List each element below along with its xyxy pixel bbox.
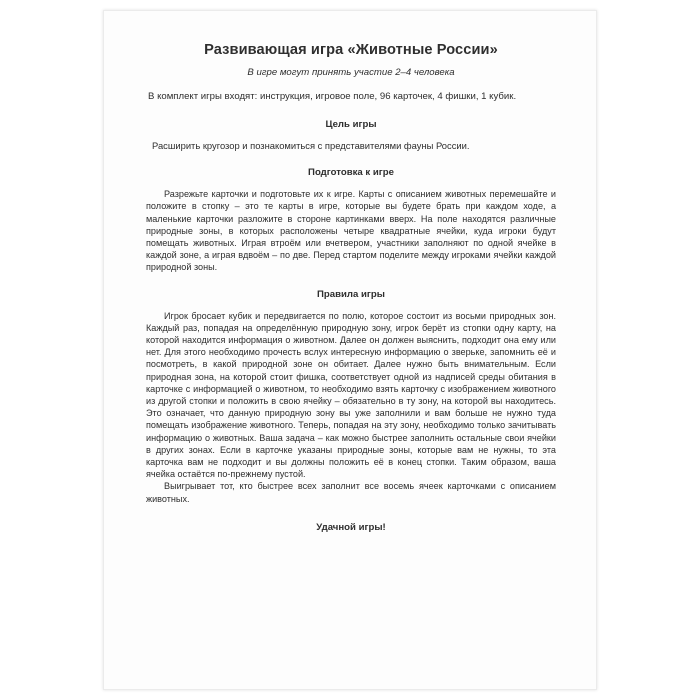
section-paragraph: Выигрывает тот, кто быстрее всех заполнит все восемь ячеек карточками с описанием животных. bbox=[146, 481, 556, 504]
section-paragraph: Расширить кругозор и познакомиться с представителями фауны России. bbox=[152, 140, 470, 151]
kit-contents: В комплект игры входят: инструкция, игровое поле, 96 карточек, 4 фишки, 1 кубик. bbox=[148, 91, 517, 102]
document-subtitle: В игре могут принять участие 2–4 человека bbox=[247, 67, 455, 78]
section-goal bbox=[146, 118, 556, 152]
section-rules bbox=[146, 288, 556, 505]
section-paragraph: Разрежьте карточки и подготовьте их к игре. Карты с описанием животных перемешайте и положите в стопку – это те карты в игре, которые вы будете брать при каждом ходе, а маленькие карточки разложите в стороне картинками вверх. На поле находятся различные природные зоны, в которых расположены четыре квадратные ячейки, куда игроки будут помещать животных. Играя втроём или вчетвером, участники заполняют по одной ячейке в каждой зоне, а играя вдвоём – по две. Перед стартом поделите между игроками ячейки каждой природной зоны. bbox=[146, 189, 556, 273]
section-preparation bbox=[146, 166, 556, 273]
section-heading: Правила игры bbox=[317, 288, 385, 300]
closing-line: Удачной игры! bbox=[316, 521, 386, 533]
document-content bbox=[146, 40, 556, 535]
document-title: Развивающая игра «Животные России» bbox=[204, 42, 498, 58]
section-heading: Цель игры bbox=[325, 119, 377, 130]
section-paragraph: Игрок бросает кубик и передвигается по полю, которое состоит из восьми природных зон. Каждый раз, попадая на определённую природную зону, игрок берёт из стопки одну карту, на которой находится информация о животном. Далее он должен выяснить, подходит она ему или нет. Для этого необходимо прочесть вслух интересную информацию о зверьке, запомнить её и посмотреть, в какой природной зоне он обитает. Далее нужно быть внимательным. Если природная зона, на которой стоит фишка, соответствует одной из надписей среды обитания в карточке с информацией о животном, то необходимо взять карточку с изображением животного из другой стопки и положить в свою ячейку – обязательно в ту зону, на которой вы находитесь. Это означает, что данную природную зону вы уже заполнили и вам больше не нужно туда помещать изображение животного. Теперь, попадая на эту зону, необходимо только зачитывать информацию о животных. Ваша задача – как можно быстрее заполнить остальные свои ячейки в других зонах. Если в карточке указаны природные зоны, которые вам не нужны, то эта карточка вам не подходит и вы должны положить её в конец стопки. Таким образом, ваша ячейка остаётся по-прежнему пустой. bbox=[146, 310, 556, 480]
section-heading: Подготовка к игре bbox=[308, 167, 394, 179]
